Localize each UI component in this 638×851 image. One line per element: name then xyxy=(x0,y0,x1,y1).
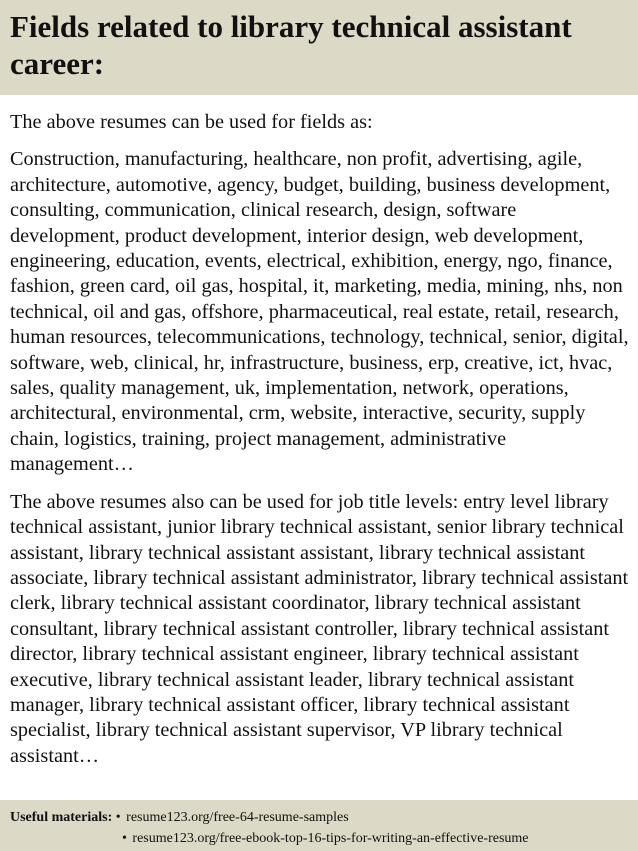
bullet-icon: • xyxy=(122,831,127,846)
footer-row-second xyxy=(10,828,628,849)
bullet-icon: • xyxy=(115,810,121,825)
footer-row-first xyxy=(10,807,628,828)
intro-text: The above resumes can be used for fields as: xyxy=(10,111,373,133)
job-levels-paragraph: The above resumes also can be used for job title levels: entry level library technical assistant, junior library technical assistant, senior library technical assistant, library technical assistant assistant, library technical assistant associate, library technical assistant administrator, library technical assistant clerk, library technical assistant coordinator, library technical assistant consultant, library technical assistant controller, library technical assistant director, library technical assistant engineer, library technical assistant executive, library technical assistant leader, library technical assistant manager, library technical assistant officer, library technical assistant specialist, library technical assistant supervisor, VP library technical assistant… xyxy=(10,490,629,767)
title-banner xyxy=(0,0,638,95)
page-title: Fields related to library technical assistant career: xyxy=(10,9,572,81)
useful-materials-label: Useful materials xyxy=(10,810,108,825)
resource-link-1[interactable]: resume123.org/free-64-resume-samples xyxy=(126,810,349,825)
useful-materials-footer xyxy=(0,800,638,851)
fields-paragraph: Construction, manufacturing, healthcare, non profit, advertising, agile, architecture, automotive, agency, budget, building, business development, consulting, communication, clinical research, design, software development, product development, interior design, web development, engineering, education, events, electrical, exhibition, energy, ngo, finance, fashion, green card, oil gas, hospital, it, marketing, media, mining, nhs, non technical, oil and gas, offshore, pharmaceutical, real estate, retail, research, human resources, telecommunications, technology, technical, senior, digital, software, web, clinical, hr, infrastructure, business, erp, creative, ict, hvac, sales, quality management, uk, implementation, network, operations, architectural, environmental, crm, website, interactive, security, supply chain, logistics, training, project management, administrative management… xyxy=(10,148,629,476)
label-separator: : xyxy=(107,810,113,825)
main-content xyxy=(10,110,630,769)
resource-link-2[interactable]: resume123.org/free-ebook-top-16-tips-for-writing-an-effective-resume xyxy=(132,831,529,846)
